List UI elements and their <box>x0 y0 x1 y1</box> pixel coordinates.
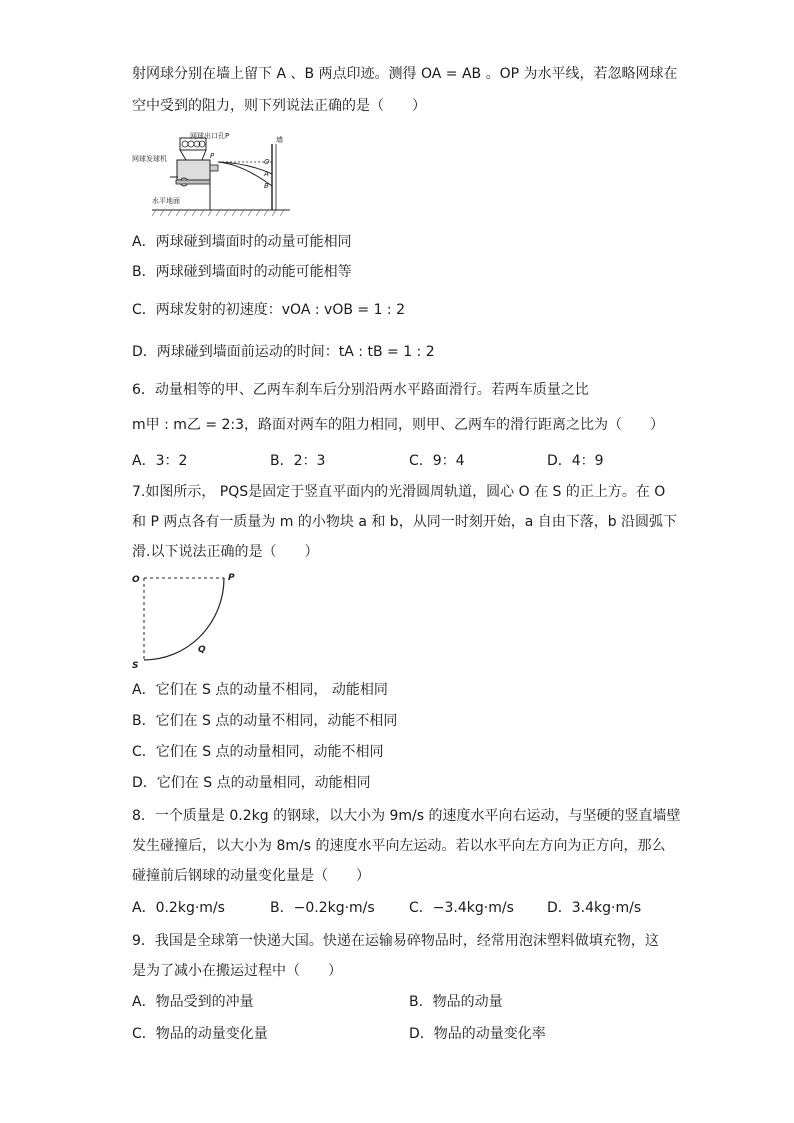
q9-line-1: 9．我国是全球第一快递大国。快递在运输易碎物品时，经常用泡沫塑料做填充物，这 <box>132 933 659 949</box>
q6-option-d: D．4：9 <box>547 453 604 469</box>
q9-line-2: 是为了减小在搬运过程中（ ） <box>132 963 342 979</box>
q7-line-3: 滑.以下说法正确的是（ ） <box>132 544 319 560</box>
q7-line-1: 7.如图所示， PQS是固定于竖直平面内的光滑圆周轨道，圆心 O 在 S 的正上方。在 O <box>132 484 666 500</box>
point-s-label: S <box>132 661 139 671</box>
q6-option-a: A．3：2 <box>132 453 188 469</box>
q8-line-2: 发生碰撞后，以大小为 8m/s 的速度水平向左运动。若以水平向左方向为正方向，那么 <box>132 838 666 854</box>
q6-option-c: C．9：4 <box>409 453 465 469</box>
q7-line-2: 和 P 两点各有一质量为 m 的小物块 a 和 b，从同一时刻开始，a 自由下落，b 沿圆弧下 <box>132 514 678 530</box>
q9-option-d: D．物品的动量变化率 <box>409 1026 546 1042</box>
q6-line-1: 6．动量相等的甲、乙两车刹车后分别沿两水平路面滑行。若两车质量之比 <box>132 382 589 398</box>
q5-line-2: 空中受到的阻力，则下列说法正确的是（ ） <box>132 98 426 114</box>
q5-option-c: C．两球发射的初速度：vOA : vOB = 1 : 2 <box>132 302 405 318</box>
q8-option-d: D．3.4kg·m/s <box>547 900 642 916</box>
outlet-label: 网球出口孔P <box>190 132 230 140</box>
q9-option-c: C．物品的动量变化量 <box>132 1026 268 1042</box>
q5-option-d: D．两球碰到墙面前运动的时间：tA : tB = 1 : 2 <box>132 344 435 360</box>
ground-label: 水平地面 <box>152 197 180 205</box>
point-o-label: O <box>132 575 140 585</box>
q5-option-a: A．两球碰到墙面时的动量可能相同 <box>132 234 352 250</box>
wall-label: 墙 <box>276 136 283 144</box>
q9-option-a: A．物品受到的冲量 <box>132 994 254 1010</box>
q8-line-1: 8．一个质量是 0.2kg 的钢球，以大小为 9m/s 的速度水平向右运动，与坚硬的竖直墙壁 <box>132 808 681 824</box>
point-b-label: B <box>264 182 269 190</box>
q7-option-d: D．它们在 S 点的动量相同，动能相同 <box>132 775 371 791</box>
point-p-label: P <box>210 152 215 160</box>
q9-option-b: B．物品的动量 <box>409 994 503 1010</box>
q7-figure-circular-track <box>128 568 248 672</box>
q7-option-a: A．它们在 S 点的动量不相同， 动能相同 <box>132 682 388 698</box>
q5-line-1: 射网球分别在墙上留下 A 、B 两点印迹。测得 OA = AB 。OP 为水平线，若忽略网球在 <box>132 66 678 82</box>
point-a-label: A <box>264 170 269 178</box>
q8-option-b: B．−0.2kg·m/s <box>270 900 375 916</box>
q5-option-b: B．两球碰到墙面时的动能可能相等 <box>132 264 352 280</box>
point-p-label: P <box>228 573 235 583</box>
point-o-label: O <box>264 158 270 166</box>
q7-option-c: C．它们在 S 点的动量相同，动能不相同 <box>132 744 384 760</box>
point-q-label: Q <box>198 645 206 655</box>
q8-line-3: 碰撞前后钢球的动量变化量是（ ） <box>132 868 370 884</box>
q6-line-2: m甲 : m乙 = 2:3，路面对两车的阻力相同，则甲、乙两车的滑行距离之比为（ ） <box>132 417 665 433</box>
q8-option-a: A．0.2kg·m/s <box>132 900 225 916</box>
q7-option-b: B．它们在 S 点的动量不相同，动能不相同 <box>132 713 398 729</box>
machine-label: 网球发球机 <box>132 155 167 163</box>
q8-option-c: C．−3.4kg·m/s <box>409 900 514 916</box>
q5-figure-tennis-launcher <box>130 130 300 220</box>
q6-option-b: B．2：3 <box>270 453 326 469</box>
